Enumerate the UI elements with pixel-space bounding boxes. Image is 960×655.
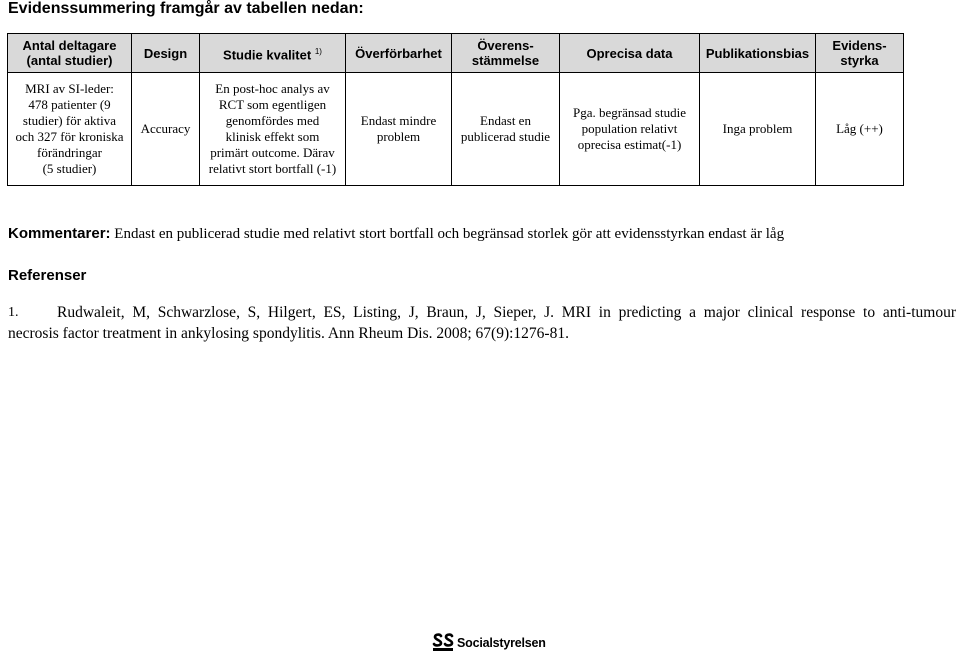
cell-line: Endast en <box>480 113 531 128</box>
table-row <box>8 73 904 186</box>
header-evidens-line2: styrka <box>840 53 879 68</box>
header-evidensstyrka <box>816 34 904 73</box>
cell-deltagare <box>8 73 132 186</box>
cell-line: relativt stort bortfall (-1) <box>208 161 337 176</box>
header-kvalitet <box>200 34 346 73</box>
comment-label: Kommentarer: <box>8 225 111 242</box>
socialstyrelsen-emblem-icon <box>432 633 454 653</box>
comment <box>8 225 784 243</box>
header-deltagare <box>8 34 132 73</box>
header-oprecisa: Oprecisa data <box>560 34 700 73</box>
header-kvalitet-footnote: 1) <box>314 46 322 56</box>
references-heading: Referenser <box>8 267 87 284</box>
header-kvalitet-label: Studie kvalitet <box>223 47 312 63</box>
cell-line: (5 studier) <box>42 161 97 176</box>
header-overens-line2: stämmelse <box>471 53 540 68</box>
reference-item <box>8 302 956 344</box>
header-overens-line1: Överens- <box>477 38 534 53</box>
evidence-summary-table <box>7 33 904 186</box>
cell-line: klinisk effekt som <box>225 129 320 144</box>
cell-overensstammelse <box>452 73 560 186</box>
socialstyrelsen-logo <box>432 632 546 654</box>
header-overforbarhet: Överförbarhet <box>346 34 452 73</box>
cell-line: oprecisa estimat(-1) <box>577 137 682 152</box>
cell-publikationsbias: Inga problem <box>700 73 816 186</box>
reference-text-line1: Rudwaleit, M, Schwarzlose, S, Hilgert, ES, Listing, J, Braun, J, Sieper, J. MRI in predicting a major clinical response to anti-tumour <box>57 304 956 321</box>
cell-line: problem <box>376 129 421 144</box>
cell-line: MRI av SI-leder: <box>25 81 114 96</box>
cell-overforbarhet <box>346 73 452 186</box>
cell-oprecisa <box>560 73 700 186</box>
cell-line: genomfördes med <box>225 113 320 128</box>
cell-line: En post-hoc analys av <box>215 81 330 96</box>
cell-line: primärt outcome. Därav <box>210 145 335 160</box>
cell-design: Accuracy <box>132 73 200 186</box>
cell-line: RCT som egentligen <box>218 97 327 112</box>
cell-line: publicerad studie <box>460 129 551 144</box>
cell-evidensstyrka: Låg (++) <box>816 73 904 186</box>
cell-line: Endast mindre <box>360 113 437 128</box>
header-deltagare-line2: (antal studier) <box>26 53 113 68</box>
comment-text: Endast en publicerad studie med relativt stort bortfall och begränsad storlek gör att evidensstyrkan endast är låg <box>114 226 785 242</box>
header-evidens-line1: Evidens- <box>832 38 887 53</box>
reference-text-line2: necrosis factor treatment in ankylosing spondylitis. Ann Rheum Dis. 2008; 67(9):1276-81. <box>8 325 569 342</box>
cell-line: studier) för aktiva <box>22 113 117 128</box>
page-title: Evidenssummering framgår av tabellen nedan: <box>8 0 364 17</box>
header-publikationsbias: Publikationsbias <box>700 34 816 73</box>
logo-text: Socialstyrelsen <box>457 636 546 650</box>
cell-line: 478 patienter (9 <box>28 97 111 112</box>
reference-number: 1. <box>8 305 19 320</box>
header-overensstammelse <box>452 34 560 73</box>
table-header-row <box>8 34 904 73</box>
header-design: Design <box>132 34 200 73</box>
cell-line: och 327 för kroniska <box>15 129 124 144</box>
cell-line: förändringar <box>37 145 102 160</box>
header-deltagare-line1: Antal deltagare <box>22 38 117 53</box>
cell-kvalitet <box>200 73 346 186</box>
cell-line: Pga. begränsad studie <box>572 105 686 120</box>
cell-line: population relativt <box>581 121 678 136</box>
